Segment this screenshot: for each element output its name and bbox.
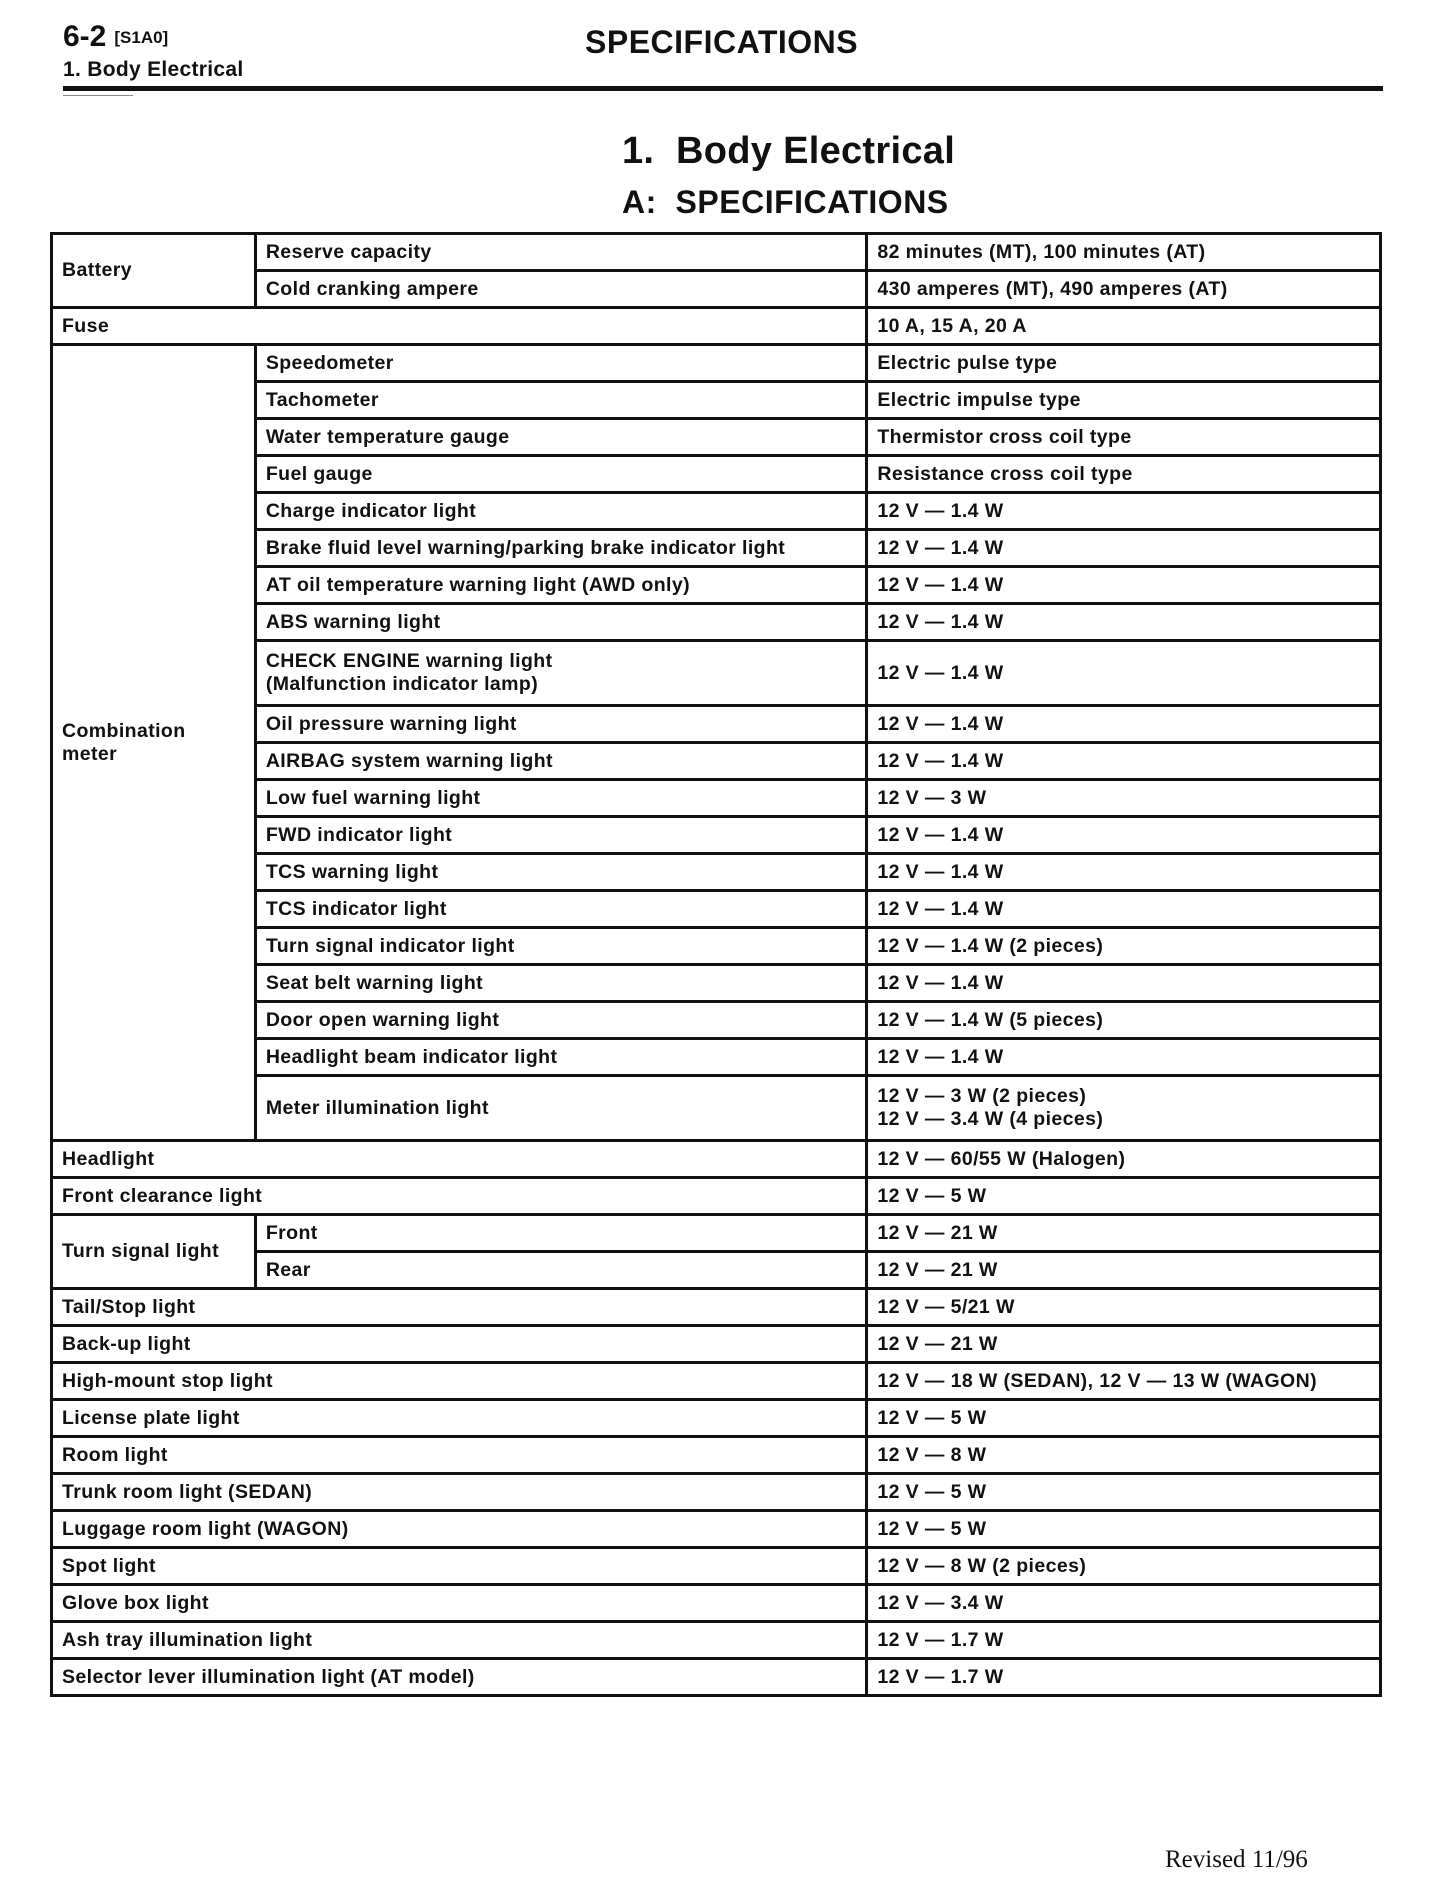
- header-rule: [63, 86, 1383, 91]
- item-cell: FWD indicator light: [255, 817, 867, 854]
- item-cell: Room light: [52, 1437, 867, 1474]
- item-cell: Ash tray illumination light: [52, 1622, 867, 1659]
- value-line1: 12 V — 3 W (2 pieces): [877, 1085, 1087, 1107]
- table-row: [52, 1548, 1381, 1585]
- value-cell: 12 V — 1.4 W: [867, 641, 1381, 706]
- item-cell: Meter illumination light: [255, 1076, 867, 1141]
- value-cell: Electric pulse type: [867, 345, 1381, 382]
- item-cell: Luggage room light (WAGON): [52, 1511, 867, 1548]
- item-cell: Brake fluid level warning/parking brake indicator light: [255, 530, 867, 567]
- item-cell: TCS warning light: [255, 854, 867, 891]
- value-cell: 12 V — 21 W: [867, 1215, 1381, 1252]
- group-turn-signal: Turn signal light: [52, 1215, 256, 1289]
- header-title: SPECIFICATIONS: [585, 24, 859, 60]
- value-cell: 12 V — 5 W: [867, 1511, 1381, 1548]
- item-cell: Rear: [255, 1252, 867, 1289]
- section-subtitle: A: SPECIFICATIONS: [622, 184, 949, 220]
- item-line2: (Malfunction indicator lamp): [265, 673, 539, 695]
- item-cell: TCS indicator light: [255, 891, 867, 928]
- value-cell: 12 V — 1.4 W: [867, 1039, 1381, 1076]
- spec-table-body: [52, 234, 1381, 1696]
- value-cell: 12 V — 3 W: [867, 780, 1381, 817]
- revision-note: Revised 11/96: [1165, 1846, 1308, 1873]
- table-row: [52, 1289, 1381, 1326]
- table-row: [52, 1474, 1381, 1511]
- item-cell: Selector lever illumination light (AT model): [52, 1659, 867, 1696]
- value-cell: 10 A, 15 A, 20 A: [867, 308, 1381, 345]
- value-cell: 82 minutes (MT), 100 minutes (AT): [867, 234, 1381, 271]
- table-row: [52, 1363, 1381, 1400]
- value-cell: 12 V — 5 W: [867, 1474, 1381, 1511]
- page-number-text: 6-2: [63, 20, 107, 53]
- header-subtitle: 1. Body Electrical: [63, 58, 244, 81]
- table-row: [52, 1141, 1381, 1178]
- item-cell: Speedometer: [255, 345, 867, 382]
- value-cell: 430 amperes (MT), 490 amperes (AT): [867, 271, 1381, 308]
- item-cell: License plate light: [52, 1400, 867, 1437]
- value-cell: 12 V — 1.4 W (5 pieces): [867, 1002, 1381, 1039]
- item-cell: ABS warning light: [255, 604, 867, 641]
- item-cell: Headlight beam indicator light: [255, 1039, 867, 1076]
- item-cell: Spot light: [52, 1548, 867, 1585]
- item-cell: [255, 641, 867, 706]
- group-combination-meter: [52, 345, 256, 1141]
- value-cell: [867, 1076, 1381, 1141]
- item-cell: Glove box light: [52, 1585, 867, 1622]
- item-cell: Door open warning light: [255, 1002, 867, 1039]
- page-code: [S1A0]: [114, 28, 169, 47]
- page-number: [63, 22, 168, 52]
- value-cell: 12 V — 21 W: [867, 1326, 1381, 1363]
- item-cell: Fuel gauge: [255, 456, 867, 493]
- table-row: [52, 1400, 1381, 1437]
- value-cell: 12 V — 1.4 W: [867, 604, 1381, 641]
- group-label-line2: meter: [62, 742, 118, 765]
- item-cell: AIRBAG system warning light: [255, 743, 867, 780]
- item-cell: Charge indicator light: [255, 493, 867, 530]
- table-row: [52, 1659, 1381, 1696]
- item-cell: Front clearance light: [52, 1178, 867, 1215]
- item-cell: Tail/Stop light: [52, 1289, 867, 1326]
- item-cell: High-mount stop light: [52, 1363, 867, 1400]
- value-cell: 12 V — 1.4 W: [867, 965, 1381, 1002]
- value-cell: 12 V — 21 W: [867, 1252, 1381, 1289]
- value-cell: 12 V — 60/55 W (Halogen): [867, 1141, 1381, 1178]
- table-row: [52, 308, 1381, 345]
- item-cell: Fuse: [52, 308, 867, 345]
- item-cell: Front: [255, 1215, 867, 1252]
- group-battery: Battery: [52, 234, 256, 308]
- table-row: [52, 1622, 1381, 1659]
- value-cell: 12 V — 1.4 W: [867, 706, 1381, 743]
- item-cell: Turn signal indicator light: [255, 928, 867, 965]
- value-cell: 12 V — 1.7 W: [867, 1622, 1381, 1659]
- value-cell: 12 V — 18 W (SEDAN), 12 V — 13 W (WAGON): [867, 1363, 1381, 1400]
- item-cell: Cold cranking ampere: [255, 271, 867, 308]
- value-cell: 12 V — 1.7 W: [867, 1659, 1381, 1696]
- item-cell: Tachometer: [255, 382, 867, 419]
- item-cell: Headlight: [52, 1141, 867, 1178]
- item-cell: Water temperature gauge: [255, 419, 867, 456]
- table-row: [52, 1215, 1381, 1252]
- item-line1: CHECK ENGINE warning light: [265, 650, 553, 672]
- value-cell: 12 V — 5 W: [867, 1178, 1381, 1215]
- value-cell: 12 V — 5 W: [867, 1400, 1381, 1437]
- value-cell: Resistance cross coil type: [867, 456, 1381, 493]
- table-row: [52, 1585, 1381, 1622]
- item-cell: Oil pressure warning light: [255, 706, 867, 743]
- value-cell: 12 V — 5/21 W: [867, 1289, 1381, 1326]
- item-cell: Trunk room light (SEDAN): [52, 1474, 867, 1511]
- header-rule-mark: [63, 95, 133, 96]
- value-cell: 12 V — 1.4 W: [867, 891, 1381, 928]
- value-cell: 12 V — 1.4 W (2 pieces): [867, 928, 1381, 965]
- table-row: [52, 1511, 1381, 1548]
- value-cell: 12 V — 8 W (2 pieces): [867, 1548, 1381, 1585]
- item-cell: Reserve capacity: [255, 234, 867, 271]
- value-cell: 12 V — 1.4 W: [867, 743, 1381, 780]
- value-cell: 12 V — 1.4 W: [867, 493, 1381, 530]
- group-label-line1: Combination: [62, 719, 186, 742]
- item-cell: AT oil temperature warning light (AWD only): [255, 567, 867, 604]
- item-cell: Back-up light: [52, 1326, 867, 1363]
- value-cell: 12 V — 1.4 W: [867, 817, 1381, 854]
- specifications-table: [50, 232, 1382, 1697]
- value-line2: 12 V — 3.4 W (4 pieces): [877, 1108, 1104, 1130]
- value-cell: 12 V — 1.4 W: [867, 530, 1381, 567]
- item-cell: Seat belt warning light: [255, 965, 867, 1002]
- value-cell: 12 V — 1.4 W: [867, 567, 1381, 604]
- value-cell: 12 V — 3.4 W: [867, 1585, 1381, 1622]
- value-cell: Thermistor cross coil type: [867, 419, 1381, 456]
- value-cell: Electric impulse type: [867, 382, 1381, 419]
- table-row: [52, 345, 1381, 382]
- table-row: [52, 234, 1381, 271]
- table-row: [52, 1178, 1381, 1215]
- table-row: [52, 1437, 1381, 1474]
- value-cell: 12 V — 8 W: [867, 1437, 1381, 1474]
- table-row: [52, 1326, 1381, 1363]
- value-cell: 12 V — 1.4 W: [867, 854, 1381, 891]
- item-cell: Low fuel warning light: [255, 780, 867, 817]
- section-title: 1. Body Electrical: [622, 130, 956, 172]
